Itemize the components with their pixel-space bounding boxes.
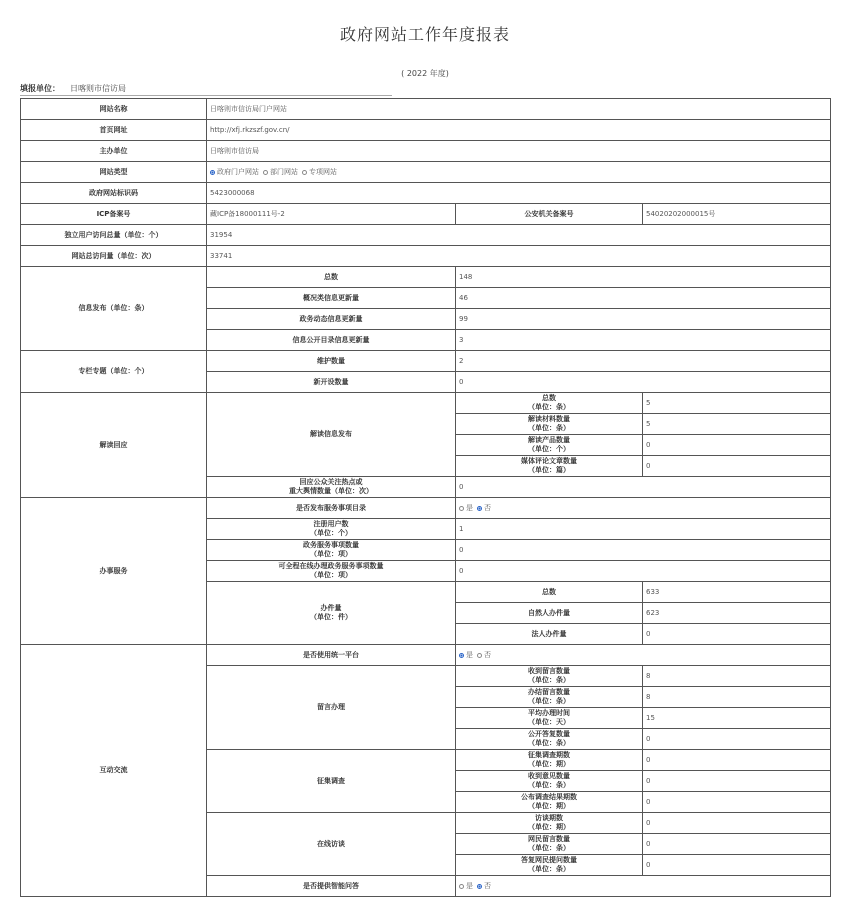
info-pub-row-value: 46 bbox=[456, 288, 831, 309]
radio-option-label: 专项网站 bbox=[309, 167, 337, 176]
survey-row-value: 0 bbox=[643, 792, 831, 813]
interview-row-value: 0 bbox=[643, 834, 831, 855]
interpret-resp-label: 回应公众关注热点或 重大舆情数量（单位：次） bbox=[207, 477, 456, 498]
radio-checked-icon[interactable] bbox=[210, 170, 215, 175]
message-row-value: 0 bbox=[643, 729, 831, 750]
interview-row-label: 网民留言数量 （单位：条） bbox=[456, 834, 643, 855]
table-row bbox=[21, 351, 831, 372]
interpret-label: 解读回应 bbox=[21, 393, 207, 498]
site-type-radio-group bbox=[207, 162, 831, 183]
radio-option[interactable] bbox=[459, 504, 473, 512]
interpret-row-label: 解读材料数量 （单位：条） bbox=[456, 414, 643, 435]
radio-unchecked-icon[interactable] bbox=[263, 170, 268, 175]
column-label: 专栏专题（单位：个） bbox=[21, 351, 207, 393]
service-volume-row-label: 自然人办件量 bbox=[456, 603, 643, 624]
column-row-value: 2 bbox=[456, 351, 831, 372]
table-row bbox=[21, 393, 831, 414]
service-users-value: 1 bbox=[456, 519, 831, 540]
interact-label: 互动交流 bbox=[21, 645, 207, 897]
interview-row-label: 访谈期数 （单位：期） bbox=[456, 813, 643, 834]
radio-option[interactable] bbox=[302, 168, 337, 176]
radio-option[interactable] bbox=[210, 168, 259, 176]
column-row-label: 新开设数量 bbox=[207, 372, 456, 393]
radio-unchecked-icon[interactable] bbox=[459, 506, 464, 511]
info-pub-row-value: 99 bbox=[456, 309, 831, 330]
survey-row-label: 征集调查期数 （单位：期） bbox=[456, 750, 643, 771]
radio-option[interactable] bbox=[477, 651, 491, 659]
table-row bbox=[21, 183, 831, 204]
page-title: 政府网站工作年度报表 bbox=[339, 25, 510, 44]
site-code-value: 5423000068 bbox=[207, 183, 831, 204]
message-label: 留言办理 bbox=[207, 666, 456, 750]
radio-unchecked-icon[interactable] bbox=[477, 653, 482, 658]
service-catalog-radio-group bbox=[456, 498, 831, 519]
fill-unit-label: 填报单位： bbox=[20, 84, 60, 93]
interact-platform-radio-group bbox=[456, 645, 831, 666]
police-label: 公安机关备案号 bbox=[456, 204, 643, 225]
radio-option-label: 是 bbox=[466, 881, 473, 890]
radio-option-label: 部门网站 bbox=[270, 167, 298, 176]
info-pub-row-value: 3 bbox=[456, 330, 831, 351]
interpret-row-value: 0 bbox=[643, 435, 831, 456]
survey-row-value: 0 bbox=[643, 771, 831, 792]
icp-label: ICP备案号 bbox=[21, 204, 207, 225]
service-volume-row-value: 633 bbox=[643, 582, 831, 603]
interpret-row-label: 总数 （单位：条） bbox=[456, 393, 643, 414]
report-table bbox=[20, 98, 831, 897]
table-row bbox=[21, 246, 831, 267]
radio-option[interactable] bbox=[477, 882, 491, 890]
info-pub-row-label: 信息公开目录信息更新量 bbox=[207, 330, 456, 351]
message-row-value: 15 bbox=[643, 708, 831, 729]
service-users-label: 注册用户数 （单位：个） bbox=[207, 519, 456, 540]
radio-checked-icon[interactable] bbox=[459, 653, 464, 658]
table-row bbox=[21, 645, 831, 666]
interpret-row-label: 媒体评论文章数量 （单位：篇） bbox=[456, 456, 643, 477]
host-unit-value: 日喀则市信访局 bbox=[207, 141, 831, 162]
service-online-value: 0 bbox=[456, 561, 831, 582]
uv-value: 31954 bbox=[207, 225, 831, 246]
survey-row-label: 公布调查结果期数 （单位：期） bbox=[456, 792, 643, 813]
table-row bbox=[21, 204, 831, 225]
smart-qa-label: 是否提供智能问答 bbox=[207, 876, 456, 897]
radio-option-label: 政府门户网站 bbox=[217, 167, 259, 176]
message-row-value: 8 bbox=[643, 666, 831, 687]
site-code-label: 政府网站标识码 bbox=[21, 183, 207, 204]
service-volume-row-value: 0 bbox=[643, 624, 831, 645]
site-name-label: 网站名称 bbox=[21, 99, 207, 120]
radio-option[interactable] bbox=[459, 651, 473, 659]
info-pub-row-label: 总数 bbox=[207, 267, 456, 288]
radio-option[interactable] bbox=[477, 504, 491, 512]
site-name-value: 日喀则市信访局门户网站 bbox=[207, 99, 831, 120]
message-row-label: 收到留言数量 （单位：条） bbox=[456, 666, 643, 687]
survey-row-label: 收到意见数量 （单位：条） bbox=[456, 771, 643, 792]
service-catalog-label: 是否发布服务事项目录 bbox=[207, 498, 456, 519]
host-unit-label: 主办单位 bbox=[21, 141, 207, 162]
table-row bbox=[21, 141, 831, 162]
survey-label: 征集调查 bbox=[207, 750, 456, 813]
service-volume-row-label: 法人办件量 bbox=[456, 624, 643, 645]
interpret-row-value: 5 bbox=[643, 393, 831, 414]
message-row-value: 8 bbox=[643, 687, 831, 708]
interpret-row-value: 0 bbox=[643, 456, 831, 477]
radio-option-label: 是 bbox=[466, 650, 473, 659]
fill-unit-value: 日喀则市信访局 bbox=[70, 84, 126, 93]
info-pub-row-label: 概况类信息更新量 bbox=[207, 288, 456, 309]
smart-qa-radio-group bbox=[456, 876, 831, 897]
radio-unchecked-icon[interactable] bbox=[459, 884, 464, 889]
interview-row-label: 答复网民提问数量 （单位：条） bbox=[456, 855, 643, 876]
service-label: 办事服务 bbox=[21, 498, 207, 645]
table-row bbox=[21, 120, 831, 141]
radio-option[interactable] bbox=[263, 168, 298, 176]
radio-option-label: 否 bbox=[484, 650, 491, 659]
uv-label: 独立用户访问总量（单位：个） bbox=[21, 225, 207, 246]
police-value: 54020202000015号 bbox=[643, 204, 831, 225]
homepage-value: http://xfj.rkzszf.gov.cn/ bbox=[207, 120, 831, 141]
table-row bbox=[21, 267, 831, 288]
radio-checked-icon[interactable] bbox=[477, 506, 482, 511]
service-items-label: 政务服务事项数量 （单位：项） bbox=[207, 540, 456, 561]
pv-label: 网站总访问量（单位：次） bbox=[21, 246, 207, 267]
interpret-row-label: 解读产品数量 （单位：个） bbox=[456, 435, 643, 456]
info-pub-label: 信息发布（单位：条） bbox=[21, 267, 207, 351]
radio-option-label: 是 bbox=[466, 503, 473, 512]
interview-label: 在线访谈 bbox=[207, 813, 456, 876]
homepage-label: 首页网址 bbox=[21, 120, 207, 141]
column-row-label: 维护数量 bbox=[207, 351, 456, 372]
survey-row-value: 0 bbox=[643, 750, 831, 771]
radio-option[interactable] bbox=[459, 882, 473, 890]
interact-platform-label: 是否使用统一平台 bbox=[207, 645, 456, 666]
table-row bbox=[21, 225, 831, 246]
interpret-pub-label: 解读信息发布 bbox=[207, 393, 456, 477]
interview-row-value: 0 bbox=[643, 813, 831, 834]
service-online-label: 可全程在线办理政务服务事项数量 （单位：项） bbox=[207, 561, 456, 582]
icp-value: 藏ICP备18000111号-2 bbox=[207, 204, 456, 225]
table-row bbox=[21, 162, 831, 183]
message-row-label: 办结留言数量 （单位：条） bbox=[456, 687, 643, 708]
message-row-label: 公开答复数量 （单位：条） bbox=[456, 729, 643, 750]
radio-unchecked-icon[interactable] bbox=[302, 170, 307, 175]
interview-row-value: 0 bbox=[643, 855, 831, 876]
service-volume-row-value: 623 bbox=[643, 603, 831, 624]
service-items-value: 0 bbox=[456, 540, 831, 561]
interpret-resp-value: 0 bbox=[456, 477, 831, 498]
radio-option-label: 否 bbox=[484, 503, 491, 512]
service-volume-label: 办件量 （单位：件） bbox=[207, 582, 456, 645]
report-year: ( 2022 年度) bbox=[401, 69, 449, 78]
column-row-value: 0 bbox=[456, 372, 831, 393]
interpret-row-value: 5 bbox=[643, 414, 831, 435]
radio-checked-icon[interactable] bbox=[477, 884, 482, 889]
message-row-label: 平均办理时间 （单位：天） bbox=[456, 708, 643, 729]
fill-unit-row bbox=[20, 82, 392, 96]
table-row bbox=[21, 498, 831, 519]
radio-option-label: 否 bbox=[484, 881, 491, 890]
site-type-label: 网站类型 bbox=[21, 162, 207, 183]
info-pub-row-label: 政务动态信息更新量 bbox=[207, 309, 456, 330]
table-row bbox=[21, 99, 831, 120]
service-volume-row-label: 总数 bbox=[456, 582, 643, 603]
pv-value: 33741 bbox=[207, 246, 831, 267]
info-pub-row-value: 148 bbox=[456, 267, 831, 288]
